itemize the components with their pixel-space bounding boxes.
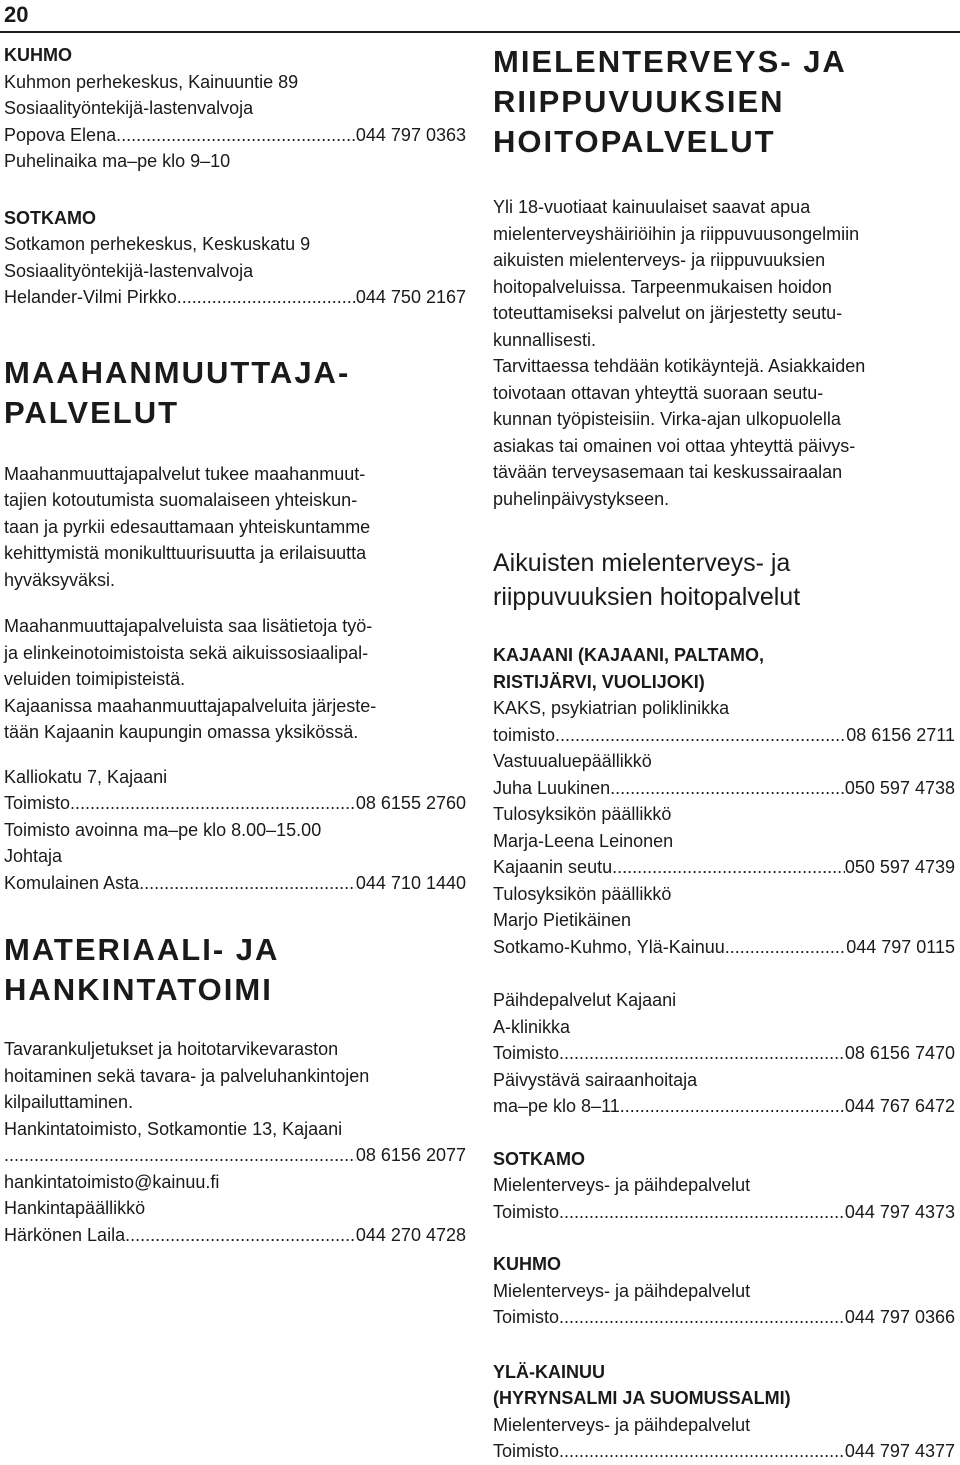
text-line: hoitaminen sekä tavara- ja palveluhankintojen: [4, 1065, 370, 1086]
phone-row: [493, 854, 955, 881]
text-line: kilpailuttaminen.: [4, 1092, 134, 1112]
role: Tulosyksikön päällikkö: [493, 804, 672, 824]
phone-number: 044 797 0366: [844, 1307, 955, 1327]
text-line: tajien kotoutumista suomalaiseen yhteiskun-: [4, 490, 358, 510]
phone-number: 044 750 2167: [355, 287, 466, 307]
phone-number: 044 797 0363: [355, 124, 466, 145]
phone-row: [4, 1142, 466, 1169]
leader-dots: [559, 1304, 845, 1331]
phone-row: [493, 934, 955, 961]
sotkamo-heading: SOTKAMO: [4, 207, 96, 228]
text-line: Kajaanissa maahanmuuttajapalveluita järjeste-: [4, 695, 377, 716]
contact-label: Sotkamo-Kuhmo, Ylä-Kainuu: [493, 936, 725, 957]
phone-number: 08 6156 2711: [846, 724, 955, 745]
contact-name: Härkönen Laila: [4, 1224, 126, 1245]
kuhmo-heading: KUHMO: [4, 45, 72, 65]
section-title: RIIPPUVUUKSIEN: [493, 84, 785, 119]
sotkamo-phone-row: [4, 284, 466, 311]
subsection-title: riippuvuuksien hoitopalvelut: [493, 583, 801, 611]
text-line: ja elinkeinotoimistoista sekä aikuissosiaalipal-: [4, 642, 369, 663]
maahanmuutto-section: [4, 353, 466, 897]
phone-row: [493, 1040, 955, 1067]
contact-name: Helander-Vilmi Pirkko: [4, 287, 177, 307]
sotkamo-section: [4, 205, 466, 311]
sotkamo-role: Sosiaalityöntekijä-lastenvalvoja: [4, 260, 254, 281]
right-column: [493, 42, 955, 1465]
opening-hours: Toimisto avoinna ma–pe klo 8.00–15.00: [4, 819, 322, 840]
materiaali-section: [4, 930, 466, 1248]
role: Päivystävä sairaanhoitaja: [493, 1069, 698, 1090]
text-line: asiakas tai omainen voi ottaa yhteyttä päivys-: [493, 435, 856, 456]
kuhmo-address: Kuhmon perhekeskus, Kainuuntie 89: [4, 71, 299, 92]
phone-number: 044 797 4373: [844, 1201, 955, 1222]
kuhmo-hours: Puhelinaika ma–pe klo 9–10: [4, 151, 231, 171]
text-line: hyväksyväksi.: [4, 569, 116, 590]
role: Hankintapäällikkö: [4, 1198, 146, 1218]
paragraph: [4, 461, 466, 594]
kuhmo-mh-section: [493, 1251, 955, 1331]
text-line: taan ja pyrkii edesauttamaan yhteiskuntamme: [4, 516, 371, 537]
phone-number: 044 767 6472: [844, 1096, 955, 1116]
section-title: MIELENTERVEYS- JA: [493, 44, 847, 79]
leader-dots: [620, 1093, 845, 1120]
contact-name: Popova Elena: [4, 124, 117, 145]
leader-dots: [559, 1040, 845, 1067]
kuhmo-heading: KUHMO: [493, 1254, 561, 1274]
phone-number: 044 797 0115: [846, 936, 955, 957]
text-line: kunnallisesti.: [493, 329, 597, 350]
text-line: veluiden toimipisteistä.: [4, 669, 186, 689]
phone-row: [493, 775, 955, 802]
role: Johtaja: [4, 846, 63, 866]
left-column: [4, 42, 466, 1248]
leader-dots: [725, 934, 846, 961]
ylakainuu-heading: YLÄ-KAINUU: [493, 1361, 605, 1382]
text-line: hoitopalveluissa. Tarpeenmukaisen hoidon: [493, 276, 832, 297]
leader-dots: [139, 870, 356, 897]
contact-label: Toimisto: [493, 1043, 560, 1063]
paragraph: [4, 1036, 466, 1116]
leader-dots: [116, 122, 356, 149]
contact-label: ma–pe klo 8–11: [493, 1096, 620, 1116]
contact-label: Toimisto: [493, 1441, 560, 1461]
email: hankintatoimisto@kainuu.fi: [4, 1171, 220, 1192]
section-title: MATERIAALI- JA: [4, 932, 280, 967]
phone-row: [4, 870, 466, 897]
leader-dots: [4, 1142, 356, 1169]
leader-dots: [125, 1222, 356, 1249]
contact-label: toimisto: [493, 724, 556, 745]
unit-name: A-klinikka: [493, 1016, 571, 1037]
text-line: Maahanmuuttajapalveluista saa lisätietoja työ-: [4, 616, 373, 636]
phone-number: 08 6156 7470: [844, 1043, 955, 1063]
kuhmo-phone-row: [4, 122, 466, 149]
leader-dots: [555, 722, 846, 749]
sotkamo-mh-section: [493, 1146, 955, 1226]
contact-name: Marja-Leena Leinonen: [493, 830, 674, 851]
leader-dots: [70, 790, 356, 817]
unit-name: Mielenterveys- ja päihdepalvelut: [493, 1175, 751, 1195]
phone-number: 08 6155 2760: [355, 793, 466, 813]
text-line: toteuttamiseksi palvelut on järjestetty seutu-: [493, 303, 843, 323]
contact-label: Toimisto: [493, 1201, 560, 1222]
text-line: Tarvittaessa tehdään kotikäyntejä. Asiakkaiden: [493, 356, 866, 376]
kuhmo-role: Sosiaalityöntekijä-lastenvalvoja: [4, 98, 254, 118]
phone-number: 044 270 4728: [355, 1224, 466, 1245]
leader-dots: [177, 284, 356, 311]
role: Vastuualuepäällikkö: [493, 751, 652, 771]
phone-row: [493, 1199, 955, 1226]
sotkamo-address: Sotkamon perhekeskus, Keskuskatu 9: [4, 234, 311, 254]
phone-number: 044 797 4377: [844, 1441, 955, 1461]
text-line: tävään terveysasemaan tai keskussairaalan: [493, 462, 843, 482]
leader-dots: [610, 775, 845, 802]
text-line: kehittymistä monikulttuurisuutta ja erilaisuutta: [4, 543, 367, 563]
kuhmo-section: [4, 42, 466, 175]
phone-number: 050 597 4739: [844, 857, 955, 877]
text-line: mielenterveyshäiriöihin ja riippuvuusongelmiin: [493, 223, 860, 244]
contact-label: Kajaanin seutu: [493, 857, 613, 877]
text-line: Maahanmuuttajapalvelut tukee maahanmuut-: [4, 463, 366, 484]
paragraph: [4, 613, 466, 746]
header-rule: [0, 31, 960, 33]
phone-row: [493, 1093, 955, 1120]
kajaani-section: [493, 642, 955, 1120]
section-title: HOITOPALVELUT: [493, 124, 776, 159]
ylakainuu-heading: (HYRYNSALMI JA SUOMUSSALMI): [493, 1388, 791, 1408]
address: Kalliokatu 7, Kajaani: [4, 766, 168, 787]
kajaani-heading: RISTIJÄRVI, VUOLIJOKI): [493, 671, 705, 692]
section-title: HANKINTATOIMI: [4, 972, 273, 1007]
unit-name: Mielenterveys- ja päihdepalvelut: [493, 1280, 751, 1301]
address: Hankintatoimisto, Sotkamontie 13, Kajaani: [4, 1118, 343, 1139]
kajaani-heading: KAJAANI (KAJAANI, PALTAMO,: [493, 645, 764, 665]
phone-number: 08 6156 2077: [355, 1145, 466, 1165]
phone-row: [4, 1222, 466, 1249]
subsection-title: Aikuisten mielenterveys- ja: [493, 549, 791, 577]
phone-number: 044 710 1440: [355, 872, 466, 893]
intro-paragraph: [493, 194, 955, 512]
contact-name: Komulainen Asta: [4, 872, 140, 893]
text-line: puhelinpäivystykseen.: [493, 488, 670, 509]
text-line: Yli 18-vuotiaat kainuulaiset saavat apua: [493, 197, 811, 217]
ylakainuu-section: [493, 1359, 955, 1465]
unit-name: Mielenterveys- ja päihdepalvelut: [493, 1414, 751, 1435]
phone-row: [493, 722, 955, 749]
contact-label: Toimisto: [4, 793, 71, 813]
text-line: tään Kajaanin kaupungin omassa yksikössä.: [4, 722, 359, 742]
contact-label: Toimisto: [493, 1307, 560, 1327]
page-number: 20: [4, 2, 29, 27]
phone-row: [493, 1304, 955, 1331]
text-line: Tavarankuljetukset ja hoitotarvikevaraston: [4, 1039, 339, 1059]
contact-name: Juha Luukinen: [493, 777, 611, 798]
role: Tulosyksikön päällikkö: [493, 883, 672, 904]
phone-number: 050 597 4738: [844, 777, 955, 798]
text-line: aikuisten mielenterveys- ja riippuvuuksien: [493, 250, 826, 270]
sotkamo-heading: SOTKAMO: [493, 1148, 585, 1169]
text-line: kunnan työpisteisiin. Virka-ajan ulkopuolella: [493, 409, 841, 429]
phone-row: [4, 790, 466, 817]
unit-name: Päihdepalvelut Kajaani: [493, 990, 677, 1010]
text-line: toivotaan ottavan yhteyttä suoraan seutu-: [493, 382, 824, 403]
section-title: MAAHANMUUTTAJA-: [4, 354, 351, 390]
leader-dots: [559, 1199, 845, 1226]
unit-name: KAKS, psykiatrian poliklinikka: [493, 698, 730, 718]
leader-dots: [612, 854, 845, 881]
section-title: PALVELUT: [4, 394, 180, 430]
contact-name: Marjo Pietikäinen: [493, 910, 632, 930]
